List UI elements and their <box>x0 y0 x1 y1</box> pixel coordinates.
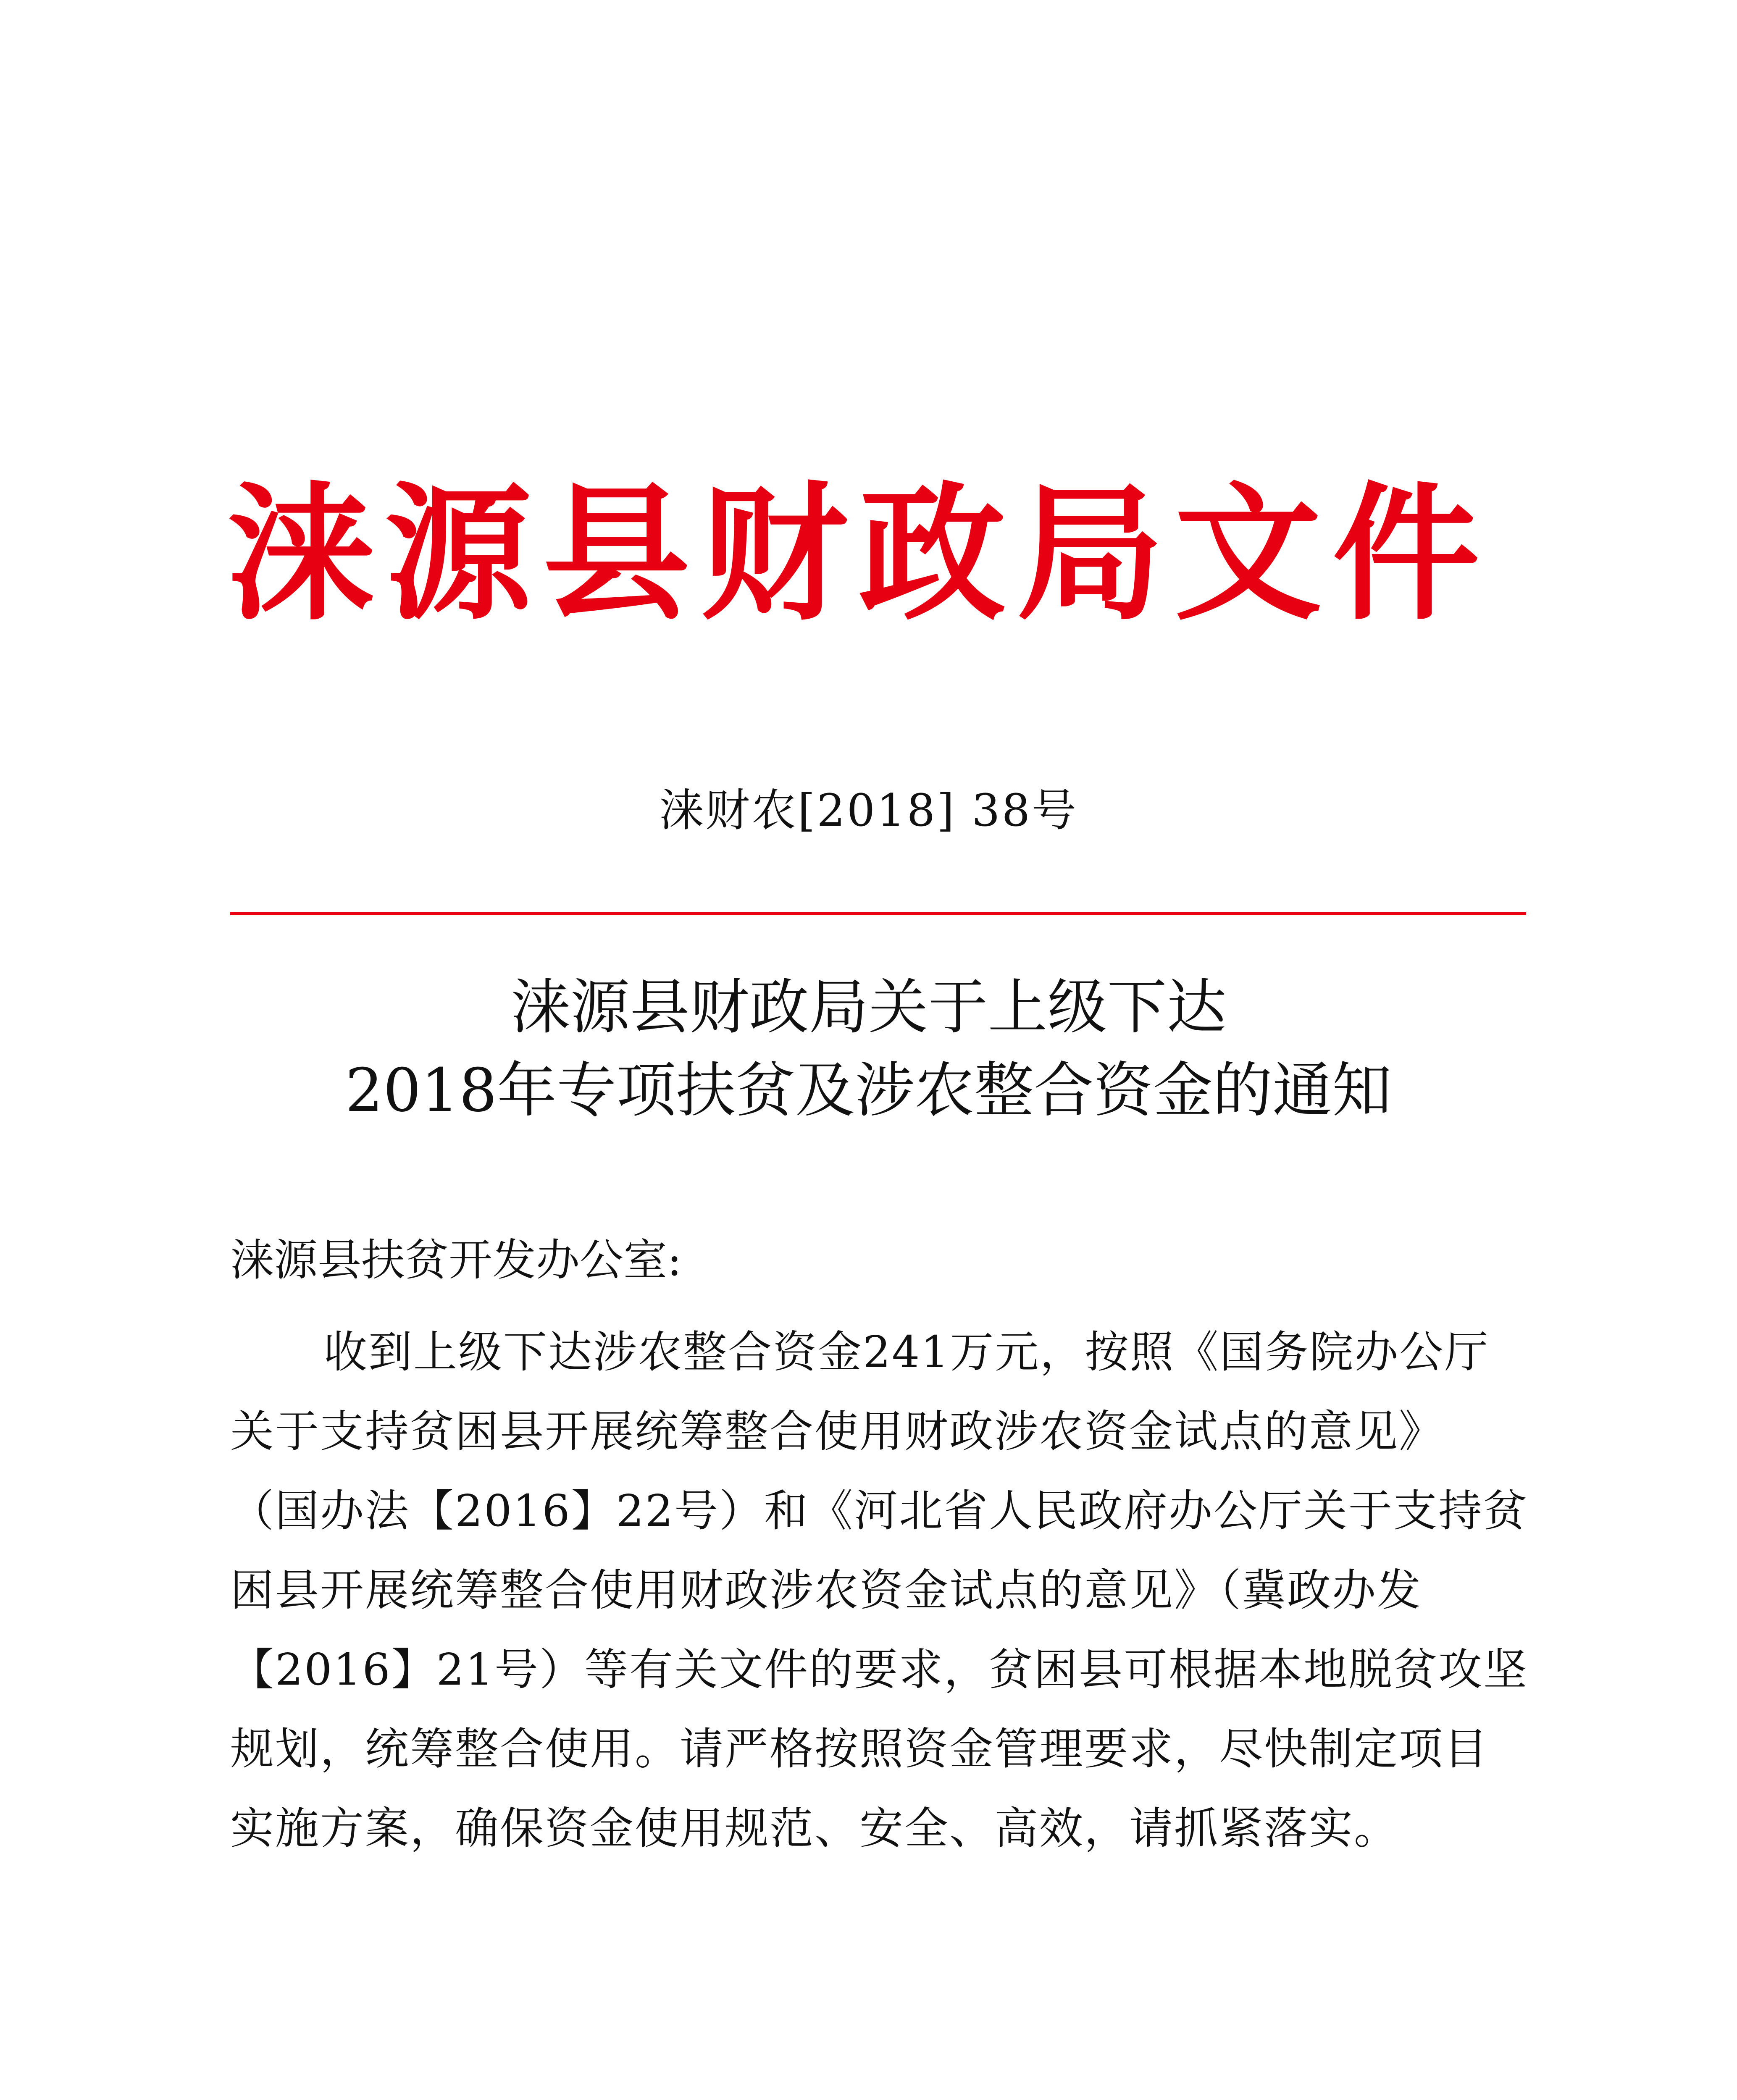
red-separator-rule <box>230 912 1526 915</box>
body-line: 关于支持贫困县开展统筹整合使用财政涉农资金试点的意见》 <box>230 1406 1444 1457</box>
notice-title-line-1: 涞源县财政局关于上级下达 <box>510 973 1227 1042</box>
body-line: 收到上级下达涉农整合资金241万元，按照《国务院办公厅 <box>323 1326 1490 1378</box>
body-paragraph <box>230 1312 1529 1868</box>
body-line: 规划，统筹整合使用。请严格按照资金管理要求，尽快制定项目 <box>230 1723 1489 1774</box>
body-line: 实施方案，确保资金使用规范、安全、高效，请抓紧落实。 <box>230 1803 1399 1854</box>
body-line: （国办法【2016】22号）和《河北省人民政府办公厅关于支持贫 <box>230 1485 1529 1536</box>
body-line: 困县开展统筹整合使用财政涉农资金试点的意见》（冀政办发 <box>230 1564 1422 1616</box>
body-line: 【2016】21号）等有关文件的要求，贫困县可根据本地脱贫攻坚 <box>230 1644 1529 1695</box>
notice-title <box>0 966 1737 1132</box>
notice-title-line-2: 2018年专项扶贫及涉农整合资金的通知 <box>345 1056 1392 1125</box>
document-number: 涞财农[2018] 38号 <box>659 785 1078 836</box>
masthead-title: 涞源县财政局文件 <box>227 469 1490 640</box>
salutation: 涞源县扶贫开发办公室: <box>230 1234 682 1286</box>
